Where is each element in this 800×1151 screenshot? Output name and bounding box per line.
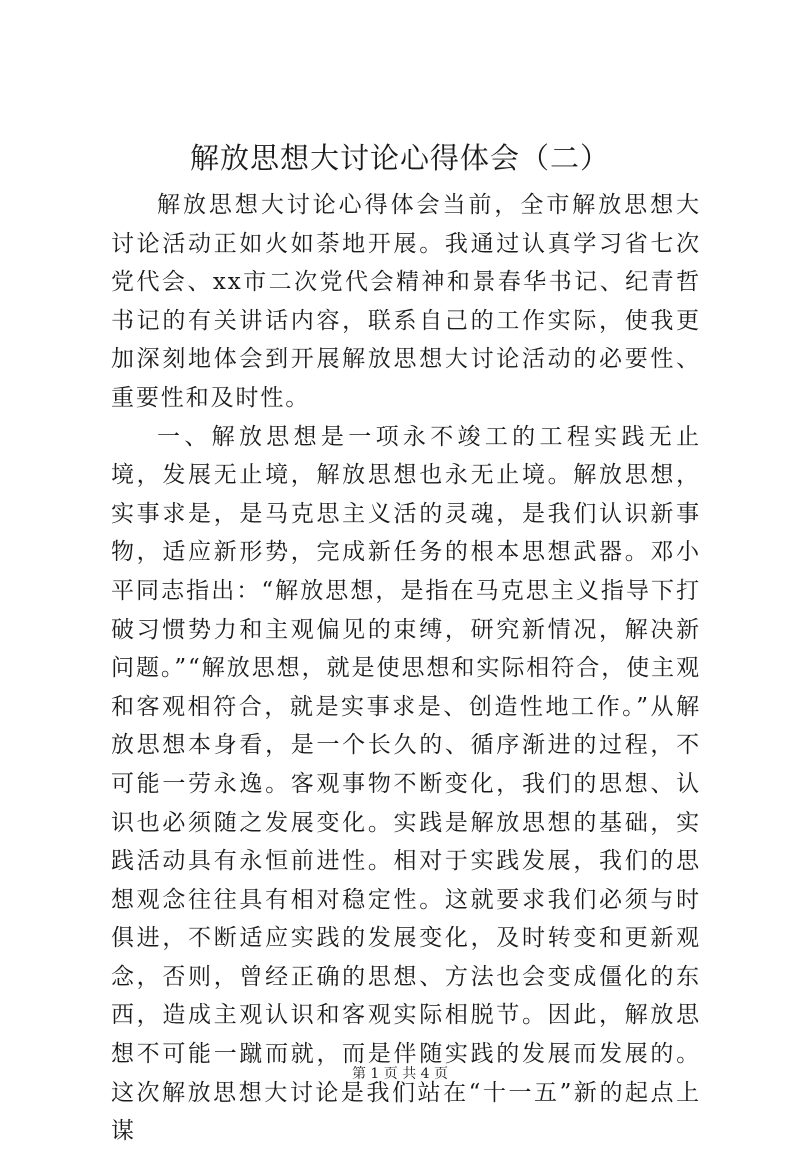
paragraph-section-one: 一、解放思想是一项永不竣工的工程实践无止境，发展无止境，解放思想也永无止境。解放思想，实事求是，是马克思主义活的灵魂，是我们认识新事物，适应新形势，完成新任务的根本思想武器。邓小平同志指出：“解放思想，是指在马克思主义指导下打破习惯势力和主观偏见的束缚，研究新情况，解决新问题。”“解放思想，就是使思想和实际相符合，使主观和客观相符合，就是实事求是、创造性地工作。”从解放思想本身看，是一个长久的、循序渐进的过程，不可能一劳永逸。客观事物不断变化，我们的思想、认识也必须随之发展变化。实践是解放思想的基础，实践活动具有永恒前进性。相对于实践发展，我们的思想观念往往具有相对稳定性。这就要求我们必须与时俱进，不断适应实践的发展变化，及时转变和更新观念，否则，曾经正确的思想、方法也会变成僵化的东西，造成主观认识和客观实际相脱节。因此，解放思想不可能一蹴而就，而是伴随实践的发展而发展的。这次解放思想大讨论是我们站在“十一五”新的起点上谋 — [111, 423, 701, 1145]
document-body — [111, 186, 701, 1151]
paragraph-intro: 解放思想大讨论心得体会当前，全市解放思想大讨论活动正如火如荼地开展。我通过认真学习省七次党代会、xx市二次党代会精神和景春华书记、纪青哲书记的有关讲话内容，联系自己的工作实际，使我更加深刻地体会到开展解放思想大讨论活动的必要性、重要性和及时性。 — [111, 192, 701, 411]
page-number-footer: 第 1 页 共 4 页 — [351, 1066, 449, 1082]
document-title: 解放思想大讨论心得体会（二） — [189, 141, 610, 175]
